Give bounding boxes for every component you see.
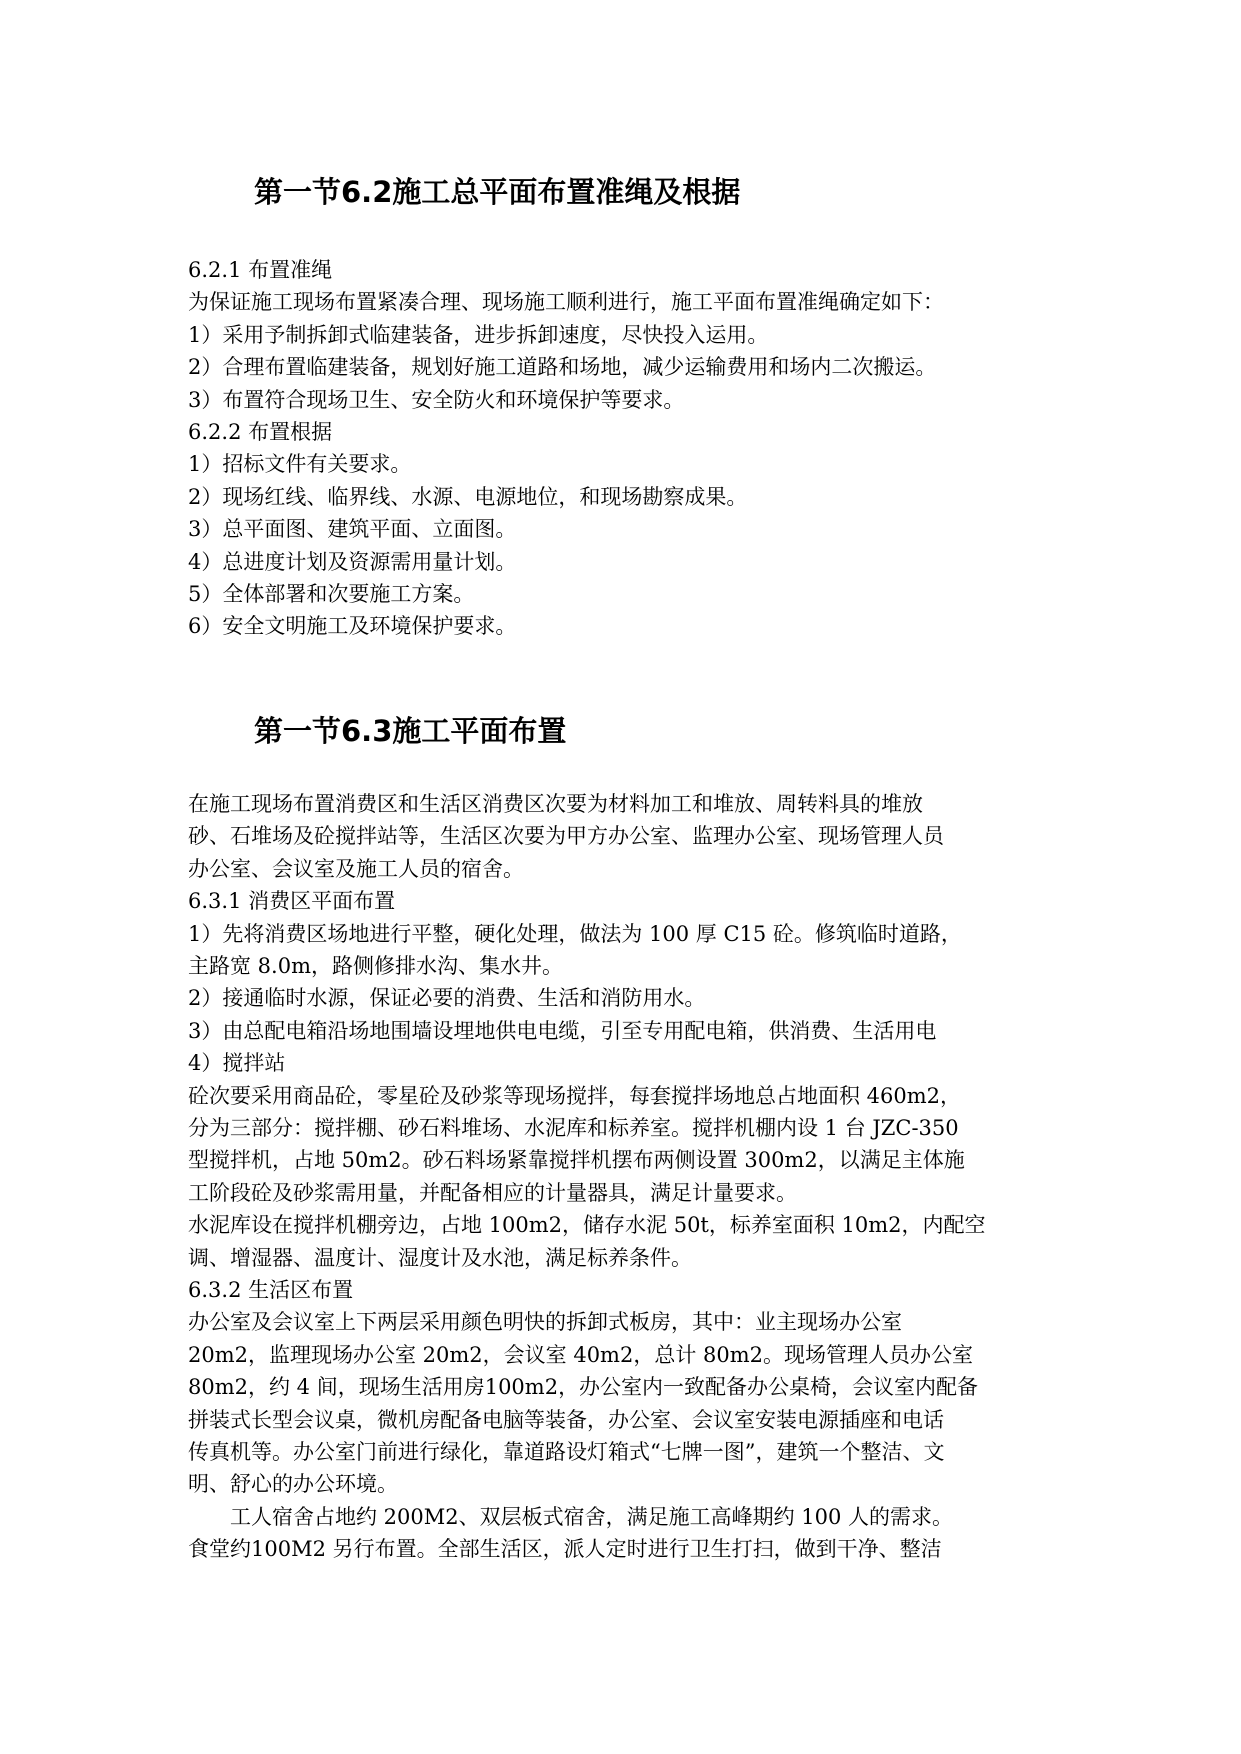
text-line: 6.3.1 消费区平面布置 — [188, 889, 396, 914]
text-line: 4）总进度计划及资源需用量计划。 — [188, 549, 517, 574]
text-line: 2）现场红线、临界线、水源、电源地位，和现场勘察成果。 — [188, 484, 748, 509]
text-line: 2）接通临时水源，保证必要的消费、生活和消防用水。 — [188, 986, 706, 1011]
text-line: 80m2，约 4 间，现场生活用房100m2，办公室内一致配备办公桌椅，会议室内配备 — [188, 1375, 979, 1400]
text-line: 3）由总配电箱沿场地围墙设埋地供电电缆，引至专用配电箱，供消费、生活用电 — [188, 1018, 937, 1043]
text-line: 工人宿舍占地约 200M2、双层板式宿舍，满足施工高峰期约 100 人的需求。 — [188, 1504, 954, 1529]
section-heading-6-3: 第一节6.3施工平面布置 — [254, 714, 567, 748]
text-line: 1）招标文件有关要求。 — [188, 452, 412, 477]
text-line: 砂、石堆场及砼搅拌站等，生活区次要为甲方办公室、监理办公室、现场管理人员 — [188, 824, 944, 849]
text-line: 分为三部分：搅拌棚、砂石料堆场、水泥库和标养室。搅拌机棚内设 1 台 JZC-350 — [188, 1116, 959, 1140]
text-line: 6.2.1 布置准绳 — [188, 258, 333, 282]
text-line: 办公室、会议室及施工人员的宿舍。 — [188, 856, 524, 881]
text-line: 6）安全文明施工及环境保护要求。 — [188, 614, 517, 639]
text-line: 4）搅拌站 — [188, 1051, 286, 1076]
text-line: 型搅拌机，占地 50m2。砂石料场紧靠搅拌机摆布两侧设置 300m2，以满足主体施 — [188, 1148, 965, 1173]
text-line: 1）采用予制拆卸式临建装备，进步拆卸速度，尽快投入运用。 — [188, 322, 769, 347]
text-line: 食堂约100M2 另行布置。全部生活区，派人定时进行卫生打扫，做到干净、整洁 — [188, 1537, 942, 1562]
text-line: 3）总平面图、建筑平面、立面图。 — [188, 517, 517, 542]
text-line: 办公室及会议室上下两层采用颜色明快的拆卸式板房，其中：业主现场办公室 — [188, 1310, 902, 1335]
text-line: 6.3.2 生活区布置 — [188, 1278, 354, 1302]
text-line: 3）布置符合现场卫生、安全防火和环境保护等要求。 — [188, 387, 685, 412]
text-line: 6.2.2 布置根据 — [188, 420, 333, 444]
text-line: 2）合理布置临建装备，规划好施工道路和场地，减少运输费用和场内二次搬运。 — [188, 355, 937, 380]
text-line: 1）先将消费区场地进行平整，硬化处理，做法为 100 厚 C15 砼。修筑临时道路， — [188, 921, 962, 946]
text-line: 20m2，监理现场办公室 20m2，会议室 40m2，总计 80m2。现场管理人员办公室 — [188, 1342, 974, 1367]
section-heading-6-2: 第一节6.2施工总平面布置准绳及根据 — [254, 175, 741, 209]
text-line: 拼装式长型会议桌，微机房配备电脑等装备，办公室、会议室安装电源插座和电话 — [188, 1407, 944, 1432]
text-line: 5）全体部署和次要施工方案。 — [188, 582, 475, 606]
text-line: 调、增湿器、温度计、湿度计及水池，满足标养条件。 — [188, 1245, 692, 1270]
text-line: 传真机等。办公室门前进行绿化，靠道路设灯箱式“七牌一图”，建筑一个整洁、文 — [188, 1440, 945, 1464]
text-line: 水泥库设在搅拌机棚旁边，占地 100m2，储存水泥 50t，标养室面积 10m2，内配空 — [188, 1213, 986, 1238]
text-line: 在施工现场布置消费区和生活区消费区次要为材料加工和堆放、周转料具的堆放 — [188, 792, 923, 816]
text-line: 砼次要采用商品砼，零星砼及砂浆等现场搅拌，每套搅拌场地总占地面积 460m2， — [188, 1083, 962, 1108]
text-line: 为保证施工现场布置紧凑合理、现场施工顺利进行，施工平面布置准绳确定如下： — [188, 290, 944, 315]
text-line: 工阶段砼及砂浆需用量，并配备相应的计量器具，满足计量要求。 — [188, 1180, 797, 1205]
text-line: 明、舒心的办公环境。 — [188, 1472, 398, 1497]
text-line: 主路宽 8.0m，路侧修排水沟、集水井。 — [188, 954, 563, 978]
